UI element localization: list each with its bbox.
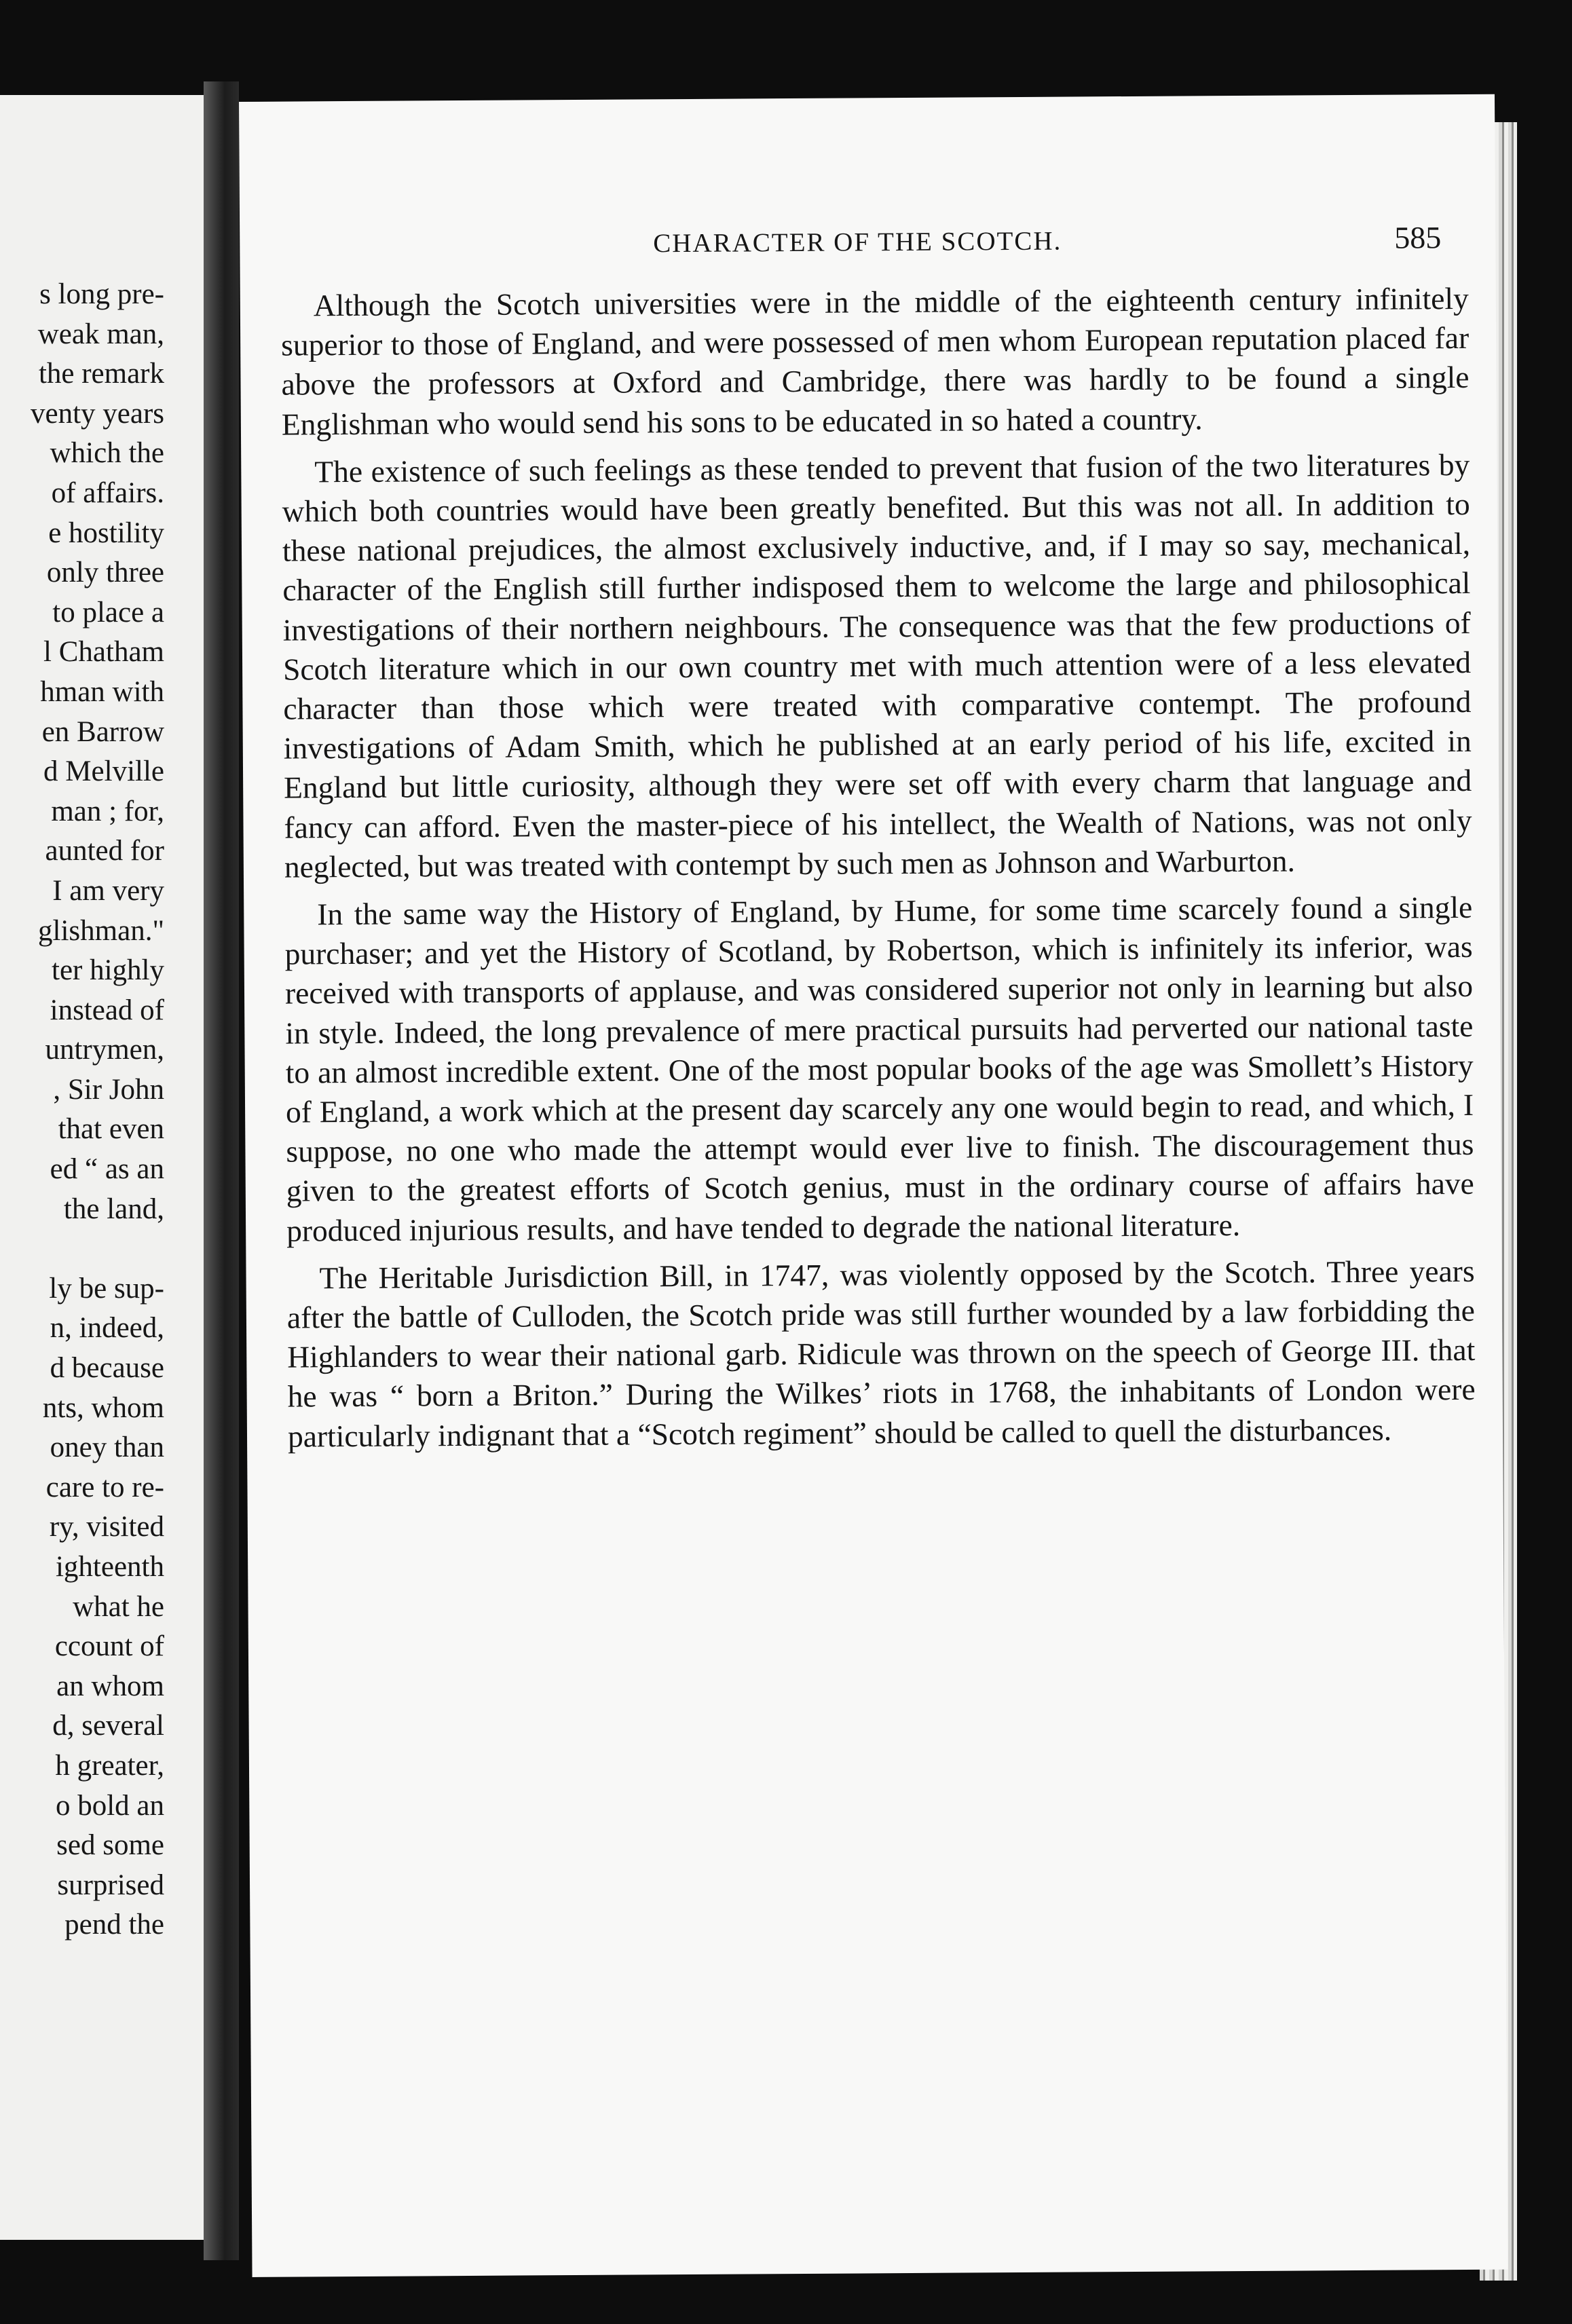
running-title: CHARACTER OF THE SCOTCH.	[653, 226, 1062, 259]
paragraph: In the same way the History of England, by Hume, for some time scarcely found a single purchaser; and yet the History of Scotland, by Robertson, which is infinitely its inferior, was received with transports of applause, and was considered superior not only in learning but also in style. Indeed, the long prevalence of mere practical pursuits had perverted our national taste to an almost incredible extent. One of the most popular books of the age was Smollett’s History of England, a work which at the present day scarcely any one would begin to read, and which, I suppose, no one who made the attempt would ever live to finish. The discouragement thus given to the greatest efforts of Scotch genius, must in the ordinary course of affairs have produced injurious results, and have tended to degrade the national literature.	[284, 889, 1474, 1248]
facing-page-line: ccount of	[54, 1630, 164, 1663]
page-number: 585	[1394, 220, 1442, 255]
facing-page-line: an whom	[56, 1670, 164, 1702]
facing-page-line: the land,	[63, 1193, 164, 1225]
facing-page-line: aunted for	[45, 835, 164, 867]
book-page	[239, 94, 1508, 2277]
facing-page-line: h greater,	[55, 1749, 164, 1782]
body-text	[281, 279, 1476, 1465]
facing-page-line: ly be sup-	[49, 1272, 164, 1305]
facing-page-line: n, indeed,	[50, 1312, 164, 1345]
facing-page-line: nts, whom	[42, 1391, 164, 1424]
facing-page-line: what he	[73, 1590, 164, 1623]
facing-page-line: ry, visited	[49, 1511, 164, 1543]
facing-page-line: man ; for,	[51, 795, 164, 827]
facing-page-line: oney than	[50, 1431, 164, 1464]
facing-page-line: venty years	[30, 397, 164, 430]
facing-page-line: ed “ as an	[50, 1153, 164, 1186]
facing-page-line: of affairs.	[51, 476, 164, 509]
facing-page-line: s long pre-	[39, 278, 164, 310]
facing-page-line: weak man,	[37, 318, 164, 350]
facing-page-line: only three	[46, 557, 164, 589]
facing-page-line: hman with	[40, 675, 164, 708]
facing-page-line: d because	[50, 1352, 164, 1385]
facing-page-line: o bold an	[55, 1789, 164, 1822]
facing-page-line: ter highly	[52, 954, 164, 987]
facing-page-line: instead of	[50, 994, 164, 1026]
facing-page-line: ighteenth	[55, 1551, 164, 1583]
facing-page-line: to place a	[52, 596, 164, 629]
facing-page-line: I am very	[52, 874, 164, 907]
facing-page-line: that even	[58, 1113, 164, 1146]
facing-page-line: the remark	[38, 358, 164, 390]
facing-page-line: sed some	[56, 1829, 164, 1862]
facing-page-line	[0, 1229, 164, 1269]
facing-page-line: which the	[50, 437, 164, 470]
paragraph: The Heritable Jurisdiction Bill, in 1747, was violently opposed by the Scotch. Three years after the battle of Culloden, the Scotch pride was still further wounded by a law forbidding the Highlanders to wear their national garb. Ridicule was thrown on the speech of George III. that he was “ born a Briton.” During the Wilkes’ riots in 1768, the inhabitants of London were particularly indignant that a “Scotch regiment” should be called to quell the disturbances.	[286, 1253, 1476, 1454]
running-head	[274, 220, 1442, 278]
facing-page-line: surprised	[57, 1869, 164, 1901]
facing-page	[0, 95, 204, 2240]
facing-page-line: e hostility	[48, 517, 164, 549]
facing-page-line: d Melville	[43, 755, 164, 788]
facing-page-line: , Sir John	[53, 1073, 164, 1106]
facing-page-line: care to re-	[45, 1471, 164, 1503]
paragraph: Although the Scotch universities were in the middle of the eighteenth century infinitely superior to those of England, and were possessed of men whom European reputation placed far above the professors at Oxford and Cambridge, there was hardly to be found a single Englishman who would send his sons to be educated in so hated a country.	[281, 280, 1470, 442]
book-gutter	[204, 81, 239, 2260]
facing-page-line: l Chatham	[43, 636, 164, 669]
facing-page-line: pend the	[64, 1909, 164, 1941]
paragraph: The existence of such feelings as these tended to prevent that fusion of the two literatures by which both countries would have been greatly benefited. But this was not all. In addition to these national prejudices, the almost exclusively inductive, and, if I may so say, mechanical, character of the English still further indisposed them to welcome the large and philosophical investigations of their northern neighbours. The consequence was that the few productions of Scotch literature which in our own country met with much attention were of a less elevated character than those which were treated with comparative contempt. The profound investigations of Adam Smith, which he published at an early period of his life, excited in England but little curiosity, although they were set off with every charm that language and fancy can afford. Even the master-piece of his intellect, the Wealth of Nations, was not only neglected, but was treated with contempt by such men as Johnson and Warburton.	[282, 447, 1472, 884]
facing-page-line: glishman."	[38, 914, 164, 947]
facing-page-line: untrymen,	[45, 1034, 164, 1066]
facing-page-line: en Barrow	[41, 715, 164, 748]
facing-page-text	[0, 275, 164, 1945]
facing-page-line: d, several	[52, 1710, 164, 1742]
